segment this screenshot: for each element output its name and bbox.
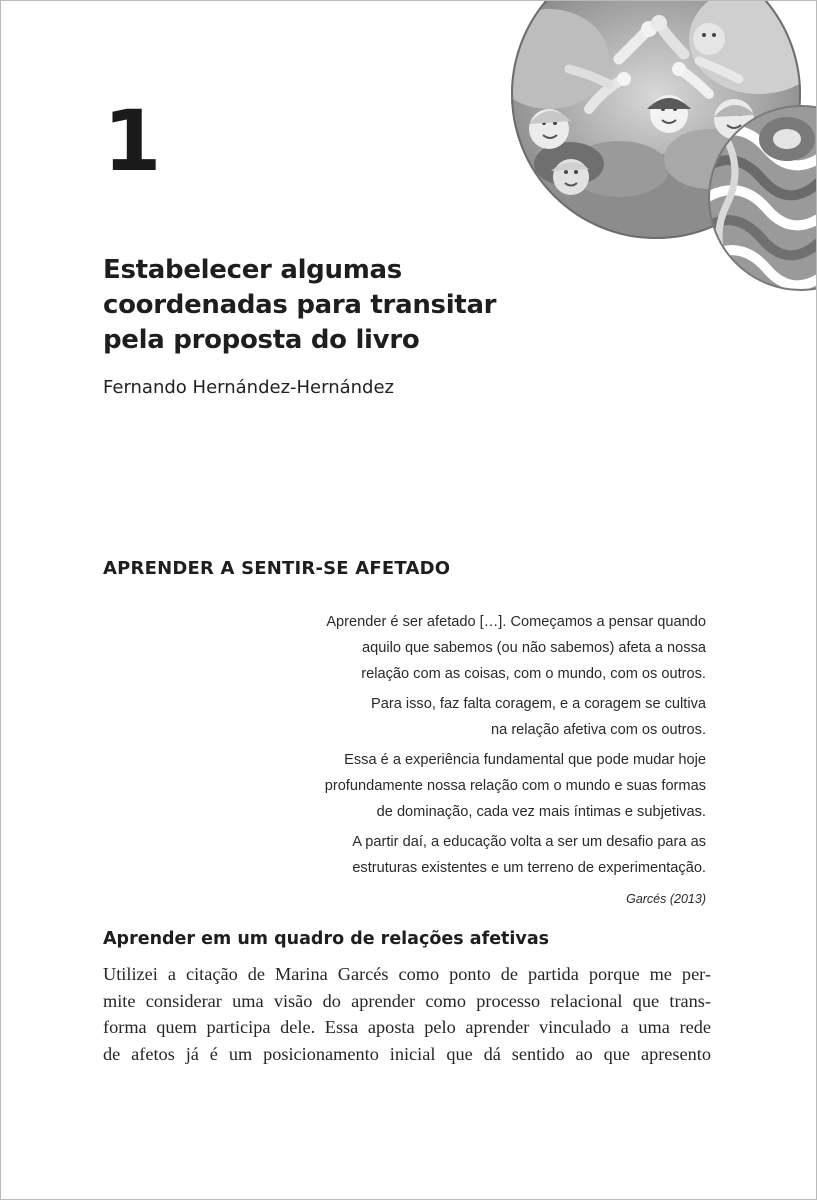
- section-heading: APRENDER A SENTIR-SE AFETADO: [103, 558, 451, 579]
- epigraph-line: Para isso, faz falta coragem, e a coragem se cultiva: [370, 696, 706, 712]
- epigraph-line: Essa é a experiência fundamental que pode mudar hoje: [344, 752, 706, 768]
- epigraph-line: de dominação, cada vez mais íntimas e subjetivas.: [376, 804, 706, 820]
- epigraph-line: Aprender é ser afetado […]. Começamos a pensar quando: [326, 614, 706, 630]
- epigraph-line: profundamente nossa relação com o mundo e suas formas: [324, 778, 706, 794]
- chapter-number: 1: [103, 92, 160, 190]
- wavy-pattern-icon: [707, 104, 817, 292]
- epigraph-paragraph: [246, 829, 706, 881]
- chapter-title: [103, 253, 563, 358]
- chapter-title-line: pela proposta do livro: [103, 325, 420, 355]
- body-line: Utilizei a citação de Marina Garcés como ponto de partida porque me per-: [103, 964, 711, 984]
- body-line: mite considerar uma visão do aprender como processo relacional que trans-: [103, 990, 711, 1011]
- chapter-title-line: coordenadas para transitar: [103, 290, 497, 320]
- epigraph-source: Garcés (2013): [626, 892, 706, 906]
- chapter-author: Fernando Hernández-Hernández: [103, 377, 395, 398]
- epigraph-line: na relação afetiva com os outros.: [491, 722, 706, 738]
- body-line: forma quem participa dele. Essa aposta pelo aprender vinculado a uma rede: [103, 1017, 711, 1037]
- epigraph: [246, 609, 706, 913]
- body-line: de afetos já é um posicionamento inicial que dá sentido ao que apresento: [103, 1043, 711, 1064]
- epigraph-line: estruturas existentes e um terreno de experimentação.: [352, 860, 706, 876]
- epigraph-paragraph: [246, 747, 706, 825]
- epigraph-line: relação com as coisas, com o mundo, com os outros.: [361, 666, 706, 682]
- epigraph-line: A partir daí, a educação volta a ser um desafio para as: [352, 834, 706, 850]
- epigraph-paragraph: [246, 609, 706, 687]
- chapter-title-line: Estabelecer algumas: [103, 255, 402, 285]
- body-paragraph: [103, 961, 711, 1067]
- epigraph-paragraph: [246, 691, 706, 743]
- subsection-heading: Aprender em um quadro de relações afetivas: [103, 929, 550, 949]
- epigraph-line: aquilo que sabemos (ou não sabemos) afeta a nossa: [362, 640, 706, 656]
